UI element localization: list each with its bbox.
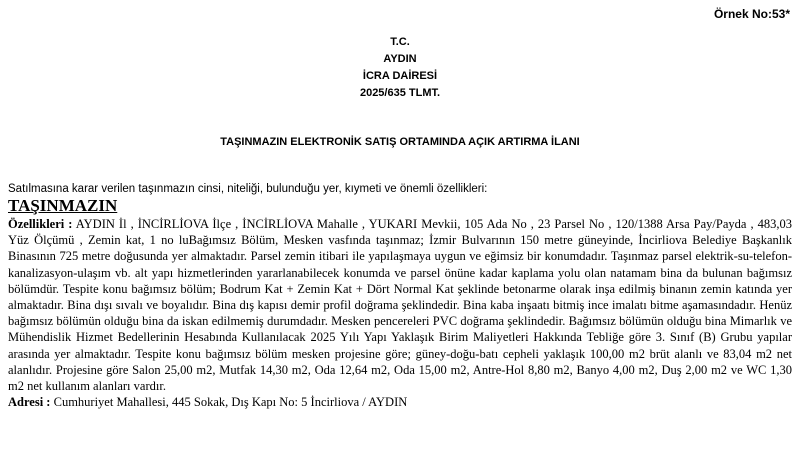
features-paragraph (8, 216, 792, 394)
header-office: İCRA DAİRESİ (362, 70, 438, 82)
header-file-number: 2025/635 TLMT. (359, 87, 441, 99)
features-text: AYDIN İl , İNCİRLİOVA İlçe , İNCİRLİOVA Mahalle , YUKARI Mevkii, 105 Ada No , 23 Parsel No , 120/1388 Arsa Pay/Payda , 483,03 Yüz Ölçümü , Zemin kat, 1 no luBağımsız Bölüm, Mesken vasfında taşınmaz; İzmir Bulvarının 150 metre güneyinde, İncirliova Belediye Başkanlık Binasının 725 metre doğusunda yer almaktadır. Parsel zemin itibari ile yapılaşmaya uygun ve eğimsiz bir konumdadır. Taşınmaz parsel elektrik-su-telefon-kanalizasyon-ulaşım vb. alt yapı hizmetlerinden yararlanabilecek konumda ve parsel önüne kadar kaplama yolu olan natamam bina da bulunan bağımsız bölümdür. Tespite konu bağımsız bölüm; Bodrum Kat + Zemin Kat + Dört Normal Kat şeklinde betonarme olarak inşa edilmiş binanın zemin katında yer almaktadır. Bina dışı sıvalı ve boyalıdır. Bina dış kapısı demir profil doğrama şeklindedir. Bina kaba inşaatı bitmiş ince imalatı bitme aşamasındadır. Henüz bağımsız bölümün olduğu bina da iskan edilmemiş durumdadır. Mesken pencereleri PVC doğrama şeklindedir. Bağımsız bölümün olduğu bina Mimarlık ve Mühendislik Hizmet Bedellerinin Hesabında Kullanılacak 2025 Yılı Yapı Yaklaşık Birim Maliyetleri Hakkında Tebliğe göre 3. Sınıf (B) Grubu yapılar arasında yer almaktadır. Tespite konu bağımsız bölüm mesken projesine göre; güney-doğu-batı cepheli yaklaşık 100,00 m2 brüt alanlı ve 83,04 m2 net alanlıdır. Projesine göre Salon 25,00 m2, Mutfak 14,30 m2, Oda 12,64 m2, Oda 15,00 m2, Antre-Hol 8,80 m2, Banyo 4,00 m2, Duş 2,00 m2 ve WC 1,30 m2 net kullanım alanları vardır. (8, 217, 792, 394)
header-city: AYDIN (383, 53, 417, 65)
features-label: Özellikleri : (8, 217, 73, 231)
header-country: T.C. (390, 36, 410, 48)
intro-text: Satılmasına karar verilen taşınmazın cinsi, niteliği, bulunduğu yer, kıymeti ve önemli özellikleri: (8, 183, 488, 195)
section-title: TAŞINMAZIN (8, 196, 118, 215)
address-paragraph (8, 394, 792, 410)
address-label: Adresi : (8, 395, 51, 410)
address-text: Cumhuriyet Mahallesi, 445 Sokak, Dış Kapı No: 5 İncirliova / AYDIN (50, 395, 408, 410)
document-header (0, 34, 800, 102)
announcement-title: TAŞINMAZIN ELEKTRONİK SATIŞ ORTAMINDA AÇIK ARTIRMA İLANI (220, 136, 580, 148)
sample-number: Örnek No:53* (713, 7, 790, 21)
property-details (8, 216, 792, 410)
